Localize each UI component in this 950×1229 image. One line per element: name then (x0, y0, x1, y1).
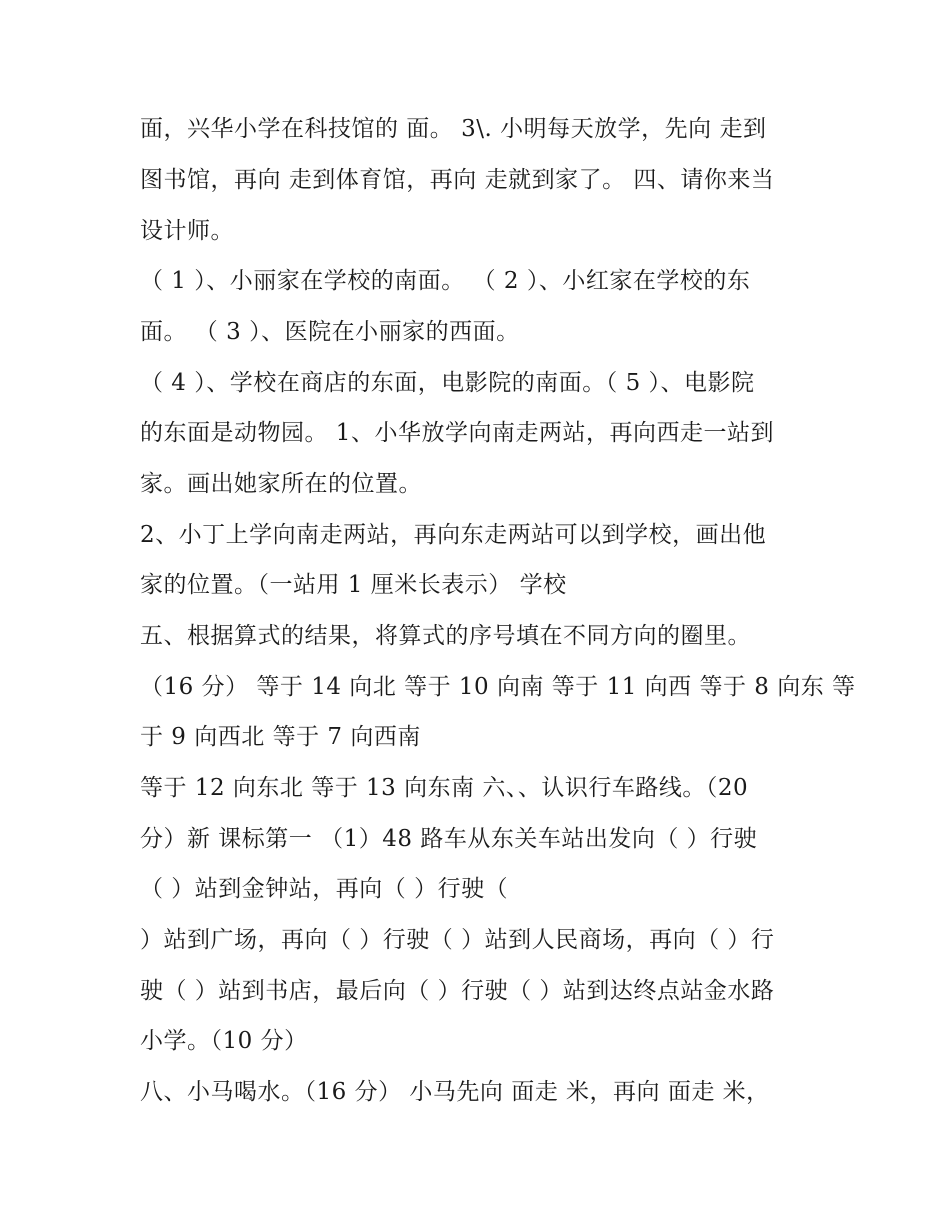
text-line: 等于 12 向东北 等于 13 向东南 六、、认识行车路线。（20 (140, 775, 749, 801)
text-line: （ 1 ）、小丽家在学校的南面。 （ 2 ）、小红家在学校的东 (140, 268, 751, 294)
text-line: 2、小丁上学向南走两站，再向东走两站可以到学校，画出他 (140, 522, 767, 548)
text-line: 分）新 课标第一 （1）48 路车从东关车站出发向（ ）行驶 (140, 826, 758, 852)
text-line: 小学。（10 分） (140, 1028, 308, 1054)
text-line: 设计师。 (140, 218, 234, 244)
text-line: 图书馆，再向 走到体育馆，再向 走就到家了。 四、请你来当 (140, 167, 775, 193)
text-line: 的东面是动物园。 1、小华放学向南走两站，再向西走一站到 (140, 420, 774, 446)
text-line: 家的位置。（一站用 1 厘米长表示） 学校 (140, 572, 567, 598)
text-line: 驶（ ）站到书店，最后向（ ）行驶（ ）站到达终点站金水路 (140, 978, 775, 1004)
text-line: 面。 （ 3 ）、医院在小丽家的西面。 (140, 319, 520, 345)
text-line: （16 分） 等于 14 向北 等于 10 向南 等于 11 向西 等于 8 向东 等 (140, 674, 856, 700)
text-line: 面，兴华小学在科技馆的 面。 3\. 小明每天放学，先向 走到 (140, 116, 767, 142)
text-line: 五、根据算式的结果，将算式的序号填在不同方向的圈里。 (140, 623, 751, 649)
text-line: 八、小马喝水。（16 分） 小马先向 面走 米，再向 面走 米， (140, 1079, 770, 1105)
text-line: 于 9 向西北 等于 7 向西南 (140, 724, 421, 750)
text-line: ）站到广场，再向（ ）行驶（ ）站到人民商场，再向（ ）行 (140, 927, 775, 953)
text-line: 家。画出她家所在的位置。 (140, 471, 422, 497)
text-line: （ 4 ）、学校在商店的东面，电影院的南面。（ 5 ）、电影院 (140, 370, 755, 396)
text-line: （ ）站到金钟站，再向（ ）行驶（ (140, 876, 509, 902)
